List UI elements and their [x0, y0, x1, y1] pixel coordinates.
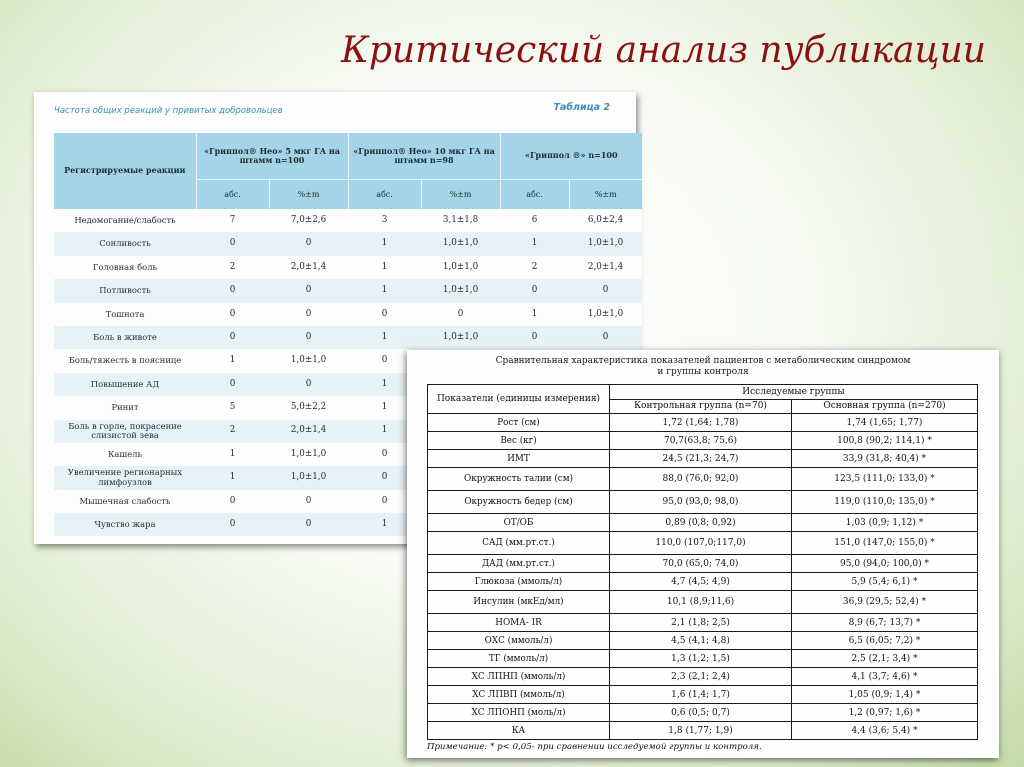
indicator-label: Инсулин (мкЕд/мл) — [428, 591, 610, 614]
groups-header: Исследуемые группы — [610, 385, 978, 400]
table-row — [54, 209, 642, 232]
main-value: 1,03 (0,9; 1,12) * — [792, 514, 978, 532]
control-value: 70,7(63,8; 75,6) — [610, 432, 792, 450]
table-cell: 0 — [500, 279, 569, 302]
table-cell: 0 — [269, 373, 348, 396]
table-cell: 0 — [569, 279, 642, 302]
table-cell: 1 — [196, 349, 269, 372]
table-cell: 5 — [196, 396, 269, 419]
indicator-label: Рост (см) — [428, 414, 610, 432]
table-cell: 1 — [348, 279, 421, 302]
indicator-label: КА — [428, 722, 610, 740]
indicator-label: Окружность талии (см) — [428, 468, 610, 491]
indicator-label: ИМТ — [428, 450, 610, 468]
control-value: 70,0 (65,0; 74,0) — [610, 555, 792, 573]
table-cell: 7,0±2,6 — [269, 209, 348, 232]
main-value: 4,1 (3,7; 4,6) * — [792, 668, 978, 686]
table-cell: 1 — [348, 420, 421, 443]
table-row — [54, 326, 642, 349]
indicator-label: САД (мм.рт.ст.) — [428, 532, 610, 555]
subheader: %±m — [421, 180, 500, 210]
table-row — [428, 591, 978, 614]
table-cell: 0 — [348, 443, 421, 466]
subheader: %±m — [569, 180, 642, 210]
main-value: 151,0 (147,0; 155,0) * — [792, 532, 978, 555]
reaction-label: Сонливость — [54, 232, 196, 255]
reactions-table-caption: Частота общих реакций у привитых добровольцев — [54, 106, 283, 116]
table-cell: 0 — [269, 326, 348, 349]
table-cell: 0 — [269, 303, 348, 326]
control-value: 4,5 (4,1; 4,8) — [610, 632, 792, 650]
reaction-label: Головная боль — [54, 256, 196, 279]
caption-line: и группы контроля — [657, 366, 749, 377]
table-cell: 0 — [348, 490, 421, 513]
control-group-header: Контрольная группа (n=70) — [610, 399, 792, 414]
table-cell: 3 — [348, 209, 421, 232]
table-cell: 1 — [348, 256, 421, 279]
table-cell: 1 — [348, 396, 421, 419]
main-value: 1,05 (0,9; 1,4) * — [792, 686, 978, 704]
control-value: 1,3 (1,2; 1,5) — [610, 650, 792, 668]
table-cell: 1,0±1,0 — [269, 349, 348, 372]
table-cell: 2,0±1,4 — [569, 256, 642, 279]
table-row — [428, 450, 978, 468]
table-cell: 1 — [348, 232, 421, 255]
table-cell: 1,0±1,0 — [269, 443, 348, 466]
reaction-label: Боль в животе — [54, 326, 196, 349]
control-value: 1,72 (1,64; 1,78) — [610, 414, 792, 432]
table-cell: 0 — [196, 513, 269, 536]
table-cell: 1,0±1,0 — [269, 466, 348, 489]
reaction-label: Боль/тяжесть в пояснице — [54, 349, 196, 372]
main-value: 119,0 (110,0; 135,0) * — [792, 491, 978, 514]
caption-line: Сравнительная характеристика показателей пациентов с метаболическим синдромом — [495, 356, 911, 366]
table-row — [54, 256, 642, 279]
indicator-label: Вес (кг) — [428, 432, 610, 450]
control-value: 88,0 (76,0; 92,0) — [610, 468, 792, 491]
reaction-label: Чувство жара — [54, 513, 196, 536]
table-cell: 2,0±1,4 — [269, 256, 348, 279]
reactions-table-number: Таблица 2 — [553, 102, 610, 113]
indicator-label: ХС ЛПНП (ммоль/л) — [428, 668, 610, 686]
table-row — [428, 514, 978, 532]
control-value: 95,0 (93,0; 98,0) — [610, 491, 792, 514]
reaction-label: Ринит — [54, 396, 196, 419]
reaction-label: Недомогание/слабость — [54, 209, 196, 232]
control-value: 10,1 (8,9;11,6) — [610, 591, 792, 614]
group-header: «Гриппол® Нео» 5 мкг ГА на штамм n=100 — [196, 133, 348, 180]
control-value: 1,8 (1,77; 1,9) — [610, 722, 792, 740]
table-cell: 1,0±1,0 — [421, 256, 500, 279]
table-cell: 0 — [269, 279, 348, 302]
table-cell: 5,0±2,2 — [269, 396, 348, 419]
table-cell: 1,0±1,0 — [421, 279, 500, 302]
indicator-label: ОТ/ОБ — [428, 514, 610, 532]
table-row — [428, 704, 978, 722]
table-row — [428, 468, 978, 491]
table-cell: 6,0±2,4 — [569, 209, 642, 232]
indicator-label: Глюкоза (ммоль/л) — [428, 573, 610, 591]
table-cell: 0 — [348, 466, 421, 489]
table-cell: 0 — [500, 326, 569, 349]
table-cell: 0 — [196, 490, 269, 513]
table-cell: 2,0±1,4 — [269, 420, 348, 443]
table-row — [428, 532, 978, 555]
main-value: 123,5 (111,0; 133,0) * — [792, 468, 978, 491]
table-row — [428, 555, 978, 573]
table-cell: 6 — [500, 209, 569, 232]
indicator-label: Окружность бедер (см) — [428, 491, 610, 514]
table-cell: 0 — [196, 303, 269, 326]
table-row — [54, 303, 642, 326]
table-row — [428, 722, 978, 740]
table-row — [54, 232, 642, 255]
main-value: 36,9 (29,5; 52,4) * — [792, 591, 978, 614]
main-value: 5,9 (5,4; 6,1) * — [792, 573, 978, 591]
reaction-label: Повышение АД — [54, 373, 196, 396]
reaction-label: Тошнота — [54, 303, 196, 326]
indicator-label: ХС ЛПВП (ммоль/л) — [428, 686, 610, 704]
group-header: «Гриппол ®» n=100 — [500, 133, 642, 180]
table-cell: 2 — [500, 256, 569, 279]
main-value: 33,9 (31,8; 40,4) * — [792, 450, 978, 468]
table-cell: 1,0±1,0 — [421, 232, 500, 255]
reaction-label: Боль в горле, покрасение слизистой зева — [54, 420, 196, 443]
table-cell: 0 — [348, 349, 421, 372]
table-cell: 1 — [196, 466, 269, 489]
table-row — [428, 414, 978, 432]
main-value: 95,0 (94,0; 100,0) * — [792, 555, 978, 573]
indicator-label: НОМА- IR — [428, 614, 610, 632]
table-cell: 3,1±1,8 — [421, 209, 500, 232]
slide-title: Критический анализ публикации — [340, 30, 986, 71]
main-value: 2,5 (2,1; 3,4) * — [792, 650, 978, 668]
table-cell: 7 — [196, 209, 269, 232]
metabolic-table — [427, 384, 978, 740]
main-value: 4,4 (3,6; 5,4) * — [792, 722, 978, 740]
reactions-row-header: Регистрируемые реакции — [54, 133, 196, 209]
group-header: «Гриппол® Нео» 10 мкг ГА на штамм n=98 — [348, 133, 500, 180]
table-note: Примечание: * р< 0,05- при сравнении исследуемой группы и контроля. — [427, 742, 762, 752]
table-row — [428, 614, 978, 632]
control-value: 4,7 (4,5; 4,9) — [610, 573, 792, 591]
reaction-label: Мышечная слабость — [54, 490, 196, 513]
table-cell: 1,0±1,0 — [421, 326, 500, 349]
table-row — [428, 668, 978, 686]
metabolic-table-document — [407, 350, 999, 758]
table-cell: 1 — [500, 232, 569, 255]
table-row — [54, 279, 642, 302]
reaction-label: Увеличение регионарных лимфоузлов — [54, 466, 196, 489]
control-value: 24,5 (21,3; 24,7) — [610, 450, 792, 468]
table-cell: 1,0±1,0 — [569, 232, 642, 255]
reaction-label: Потливость — [54, 279, 196, 302]
indicator-label: ХС ЛПОНП (моль/л) — [428, 704, 610, 722]
metabolic-table-body — [428, 414, 978, 740]
control-value: 2,3 (2,1; 2,4) — [610, 668, 792, 686]
table-row — [428, 432, 978, 450]
control-value: 0,89 (0,8; 0,92) — [610, 514, 792, 532]
table-cell: 2 — [196, 420, 269, 443]
main-value: 1,2 (0,97; 1,6) * — [792, 704, 978, 722]
table-cell: 0 — [196, 326, 269, 349]
table-cell: 1 — [348, 373, 421, 396]
table-row — [428, 686, 978, 704]
indicator-label: ТГ (ммоль/л) — [428, 650, 610, 668]
table-cell: 0 — [421, 303, 500, 326]
table-row — [428, 573, 978, 591]
table-cell: 0 — [196, 232, 269, 255]
subheader: абс. — [348, 180, 421, 210]
subheader: %±m — [269, 180, 348, 210]
table-cell: 0 — [196, 373, 269, 396]
indicator-label: ДАД (мм.рт.ст.) — [428, 555, 610, 573]
main-value: 8,9 (6,7; 13,7) * — [792, 614, 978, 632]
table-cell: 2 — [196, 256, 269, 279]
table-cell: 1 — [348, 326, 421, 349]
table-cell: 1 — [500, 303, 569, 326]
table-cell: 0 — [269, 232, 348, 255]
control-value: 2,1 (1,8; 2,5) — [610, 614, 792, 632]
main-value: 100,8 (90,2; 114,1) * — [792, 432, 978, 450]
reaction-label: Кашель — [54, 443, 196, 466]
table-cell: 0 — [569, 326, 642, 349]
table-cell: 0 — [196, 279, 269, 302]
control-value: 110,0 (107,0;117,0) — [610, 532, 792, 555]
main-value: 1,74 (1,65; 1,77) — [792, 414, 978, 432]
table-cell: 0 — [269, 513, 348, 536]
table-row — [428, 650, 978, 668]
subheader: абс. — [196, 180, 269, 210]
subheader: абс. — [500, 180, 569, 210]
table-cell: 0 — [348, 303, 421, 326]
metabolic-table-caption — [407, 356, 999, 377]
table-cell: 0 — [269, 490, 348, 513]
table-cell: 1 — [196, 443, 269, 466]
main-group-header: Основная группа (n=270) — [792, 399, 978, 414]
control-value: 0,6 (0,5; 0,7) — [610, 704, 792, 722]
control-value: 1,6 (1,4; 1,7) — [610, 686, 792, 704]
indicator-label: ОХС (ммоль/л) — [428, 632, 610, 650]
table-row — [428, 491, 978, 514]
table-cell: 1 — [348, 513, 421, 536]
table-row — [428, 632, 978, 650]
indicators-header: Показатели (единицы измерения) — [428, 385, 610, 414]
main-value: 6,5 (6,05; 7,2) * — [792, 632, 978, 650]
table-cell: 1,0±1,0 — [569, 303, 642, 326]
